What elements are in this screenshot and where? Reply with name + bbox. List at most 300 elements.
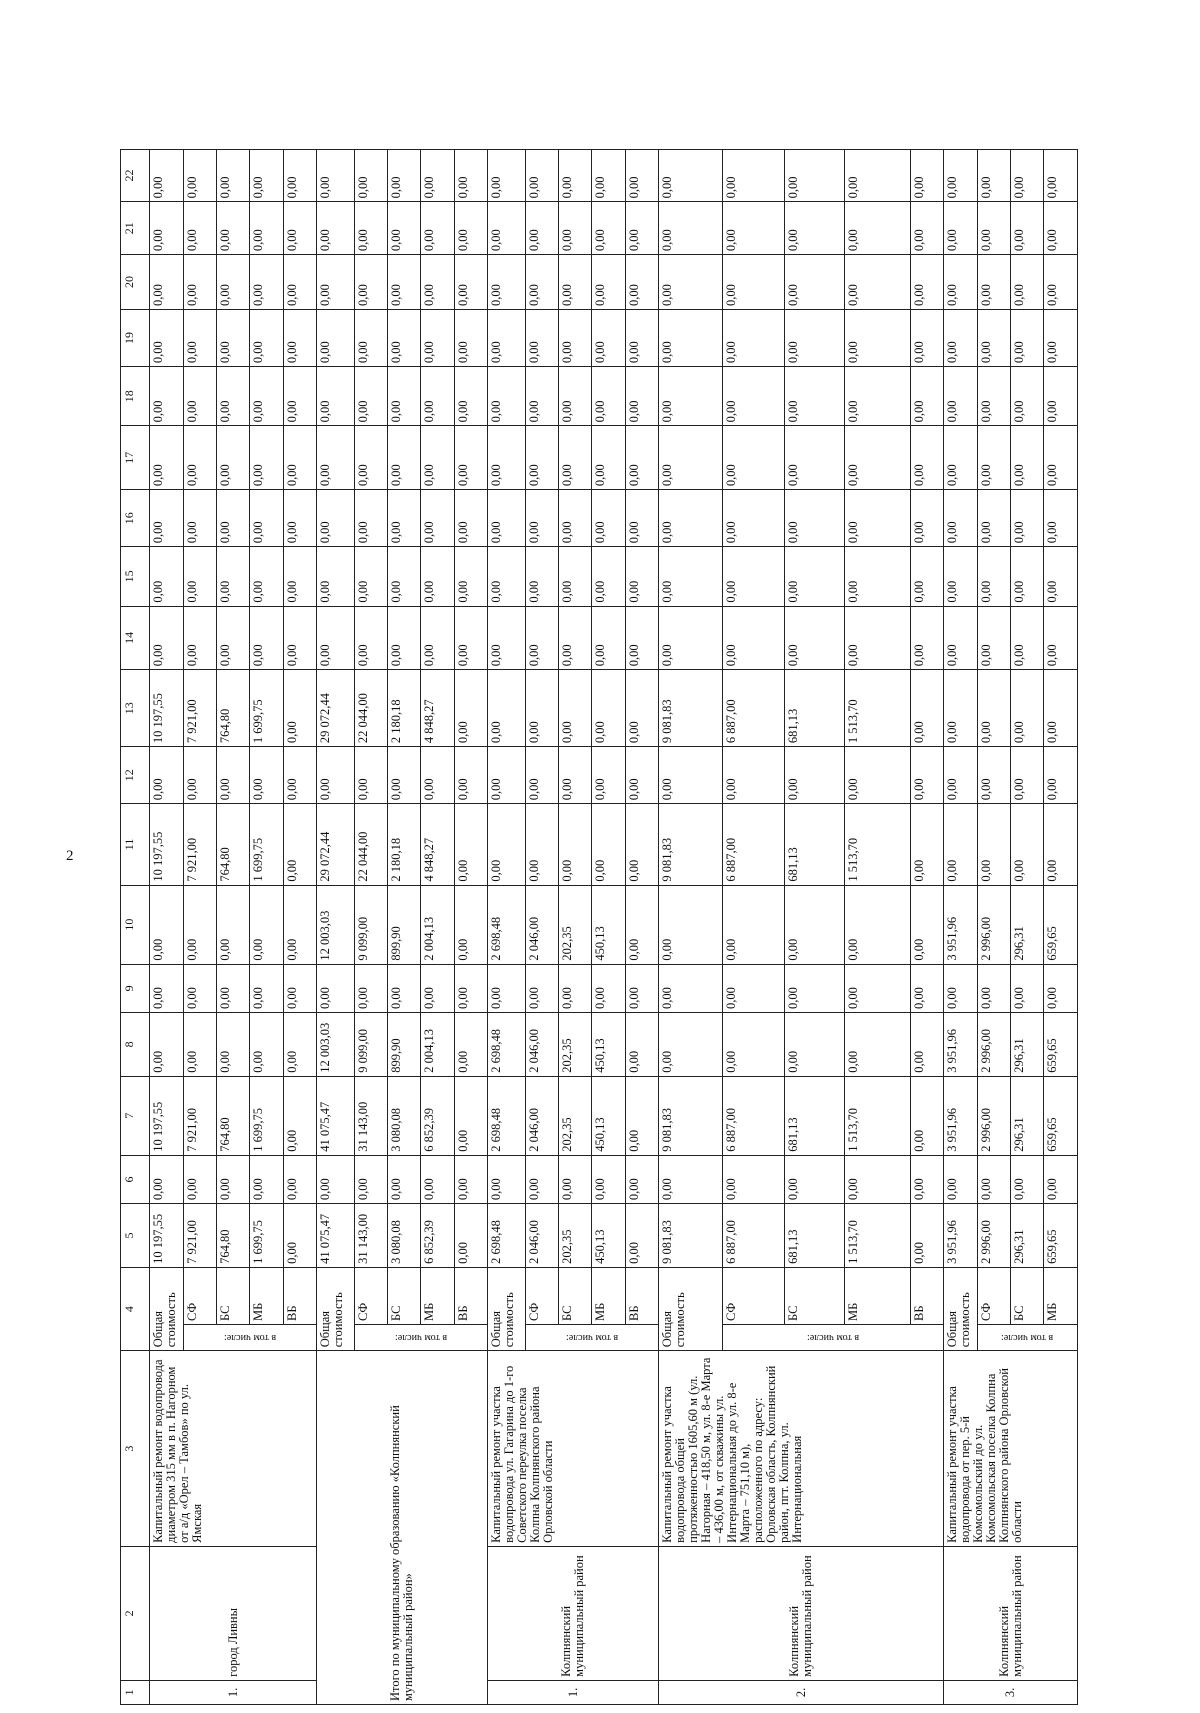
value-cell: 0,00 [317, 255, 355, 310]
value-cell: 0,00 [1044, 1155, 1078, 1203]
value-cell: 0,00 [626, 964, 659, 1012]
value-cell: 3 080,08 [388, 1076, 421, 1155]
value-cell: 0,00 [184, 309, 217, 366]
value-cell: 0,00 [978, 1155, 1011, 1203]
cost-type: БС [388, 1267, 421, 1324]
object-description: Капитальный ремонт участка водопровода ул. Гагарина до 1-го Советского переулка поселка Колпна Колпнянского района Орловской области [488, 1351, 659, 1547]
value-cell: 0,00 [659, 606, 723, 670]
value-cell: 450,13 [592, 885, 626, 964]
value-cell: 1 699,75 [250, 1076, 284, 1155]
value-cell: 0,00 [845, 747, 911, 804]
value-cell: 0,00 [723, 255, 785, 310]
value-cell: 764,80 [217, 670, 250, 747]
value-cell: 0,00 [284, 1155, 317, 1203]
value-cell: 0,00 [455, 1155, 488, 1203]
cost-type: ВБ [626, 1267, 659, 1324]
cost-type: ВБ [911, 1267, 944, 1324]
value-cell: 0,00 [488, 490, 526, 547]
value-cell: 0,00 [659, 490, 723, 547]
column-number: 3 [121, 1351, 150, 1547]
value-cell: 41 075,47 [317, 1076, 355, 1155]
cost-type: СФ [526, 1267, 559, 1324]
value-cell: 0,00 [455, 309, 488, 366]
value-cell: 0,00 [184, 1155, 217, 1203]
value-cell: 0,00 [388, 547, 421, 606]
table-row [659, 89, 723, 1705]
value-cell: 0,00 [526, 670, 559, 747]
value-cell: 0,00 [592, 202, 626, 255]
value-cell: 0,00 [559, 670, 592, 747]
value-cell: 0,00 [592, 309, 626, 366]
value-cell: 764,80 [217, 804, 250, 885]
value-cell: 0,00 [150, 885, 184, 964]
value-cell: 0,00 [355, 426, 388, 490]
value-cell: 22 044,00 [355, 804, 388, 885]
value-cell: 0,00 [1011, 547, 1044, 606]
value-cell: 0,00 [455, 1012, 488, 1076]
value-cell: 0,00 [355, 964, 388, 1012]
value-cell: 0,00 [488, 367, 526, 426]
value-cell: 0,00 [978, 149, 1011, 202]
value-cell: 0,00 [184, 490, 217, 547]
value-cell: 0,00 [150, 255, 184, 310]
value-cell: 0,00 [845, 964, 911, 1012]
value-cell: 1 513,70 [845, 1204, 911, 1268]
value-cell: 0,00 [284, 547, 317, 606]
value-cell: 0,00 [785, 426, 845, 490]
value-cell: 0,00 [845, 149, 911, 202]
value-cell: 0,00 [845, 426, 911, 490]
value-cell: 0,00 [1011, 149, 1044, 202]
value-cell: 0,00 [659, 202, 723, 255]
value-cell: 0,00 [592, 606, 626, 670]
total-label: Итого по муниципальному образованию «Колпнянский муниципальный район» [317, 1351, 488, 1705]
value-cell: 0,00 [488, 964, 526, 1012]
value-cell: 0,00 [355, 606, 388, 670]
funding-table [120, 88, 1078, 1705]
value-cell: 899,90 [388, 1012, 421, 1076]
value-cell: 0,00 [723, 747, 785, 804]
value-cell: 0,00 [845, 490, 911, 547]
value-cell: 0,00 [284, 804, 317, 885]
value-cell: 0,00 [626, 1204, 659, 1268]
value-cell: 6 852,39 [421, 1204, 455, 1268]
column-number: 19 [121, 309, 150, 366]
column-number: 14 [121, 606, 150, 670]
value-cell: 0,00 [845, 1012, 911, 1076]
incl-label: в том числе: [394, 1332, 448, 1344]
cost-type: МБ [845, 1267, 911, 1324]
value-cell: 0,00 [355, 255, 388, 310]
value-cell: 0,00 [659, 747, 723, 804]
value-cell: 0,00 [559, 367, 592, 426]
row-number: 1. [150, 1680, 317, 1704]
value-cell: 12 003,03 [317, 1012, 355, 1076]
column-number: 11 [121, 804, 150, 885]
value-cell: 0,00 [284, 670, 317, 747]
value-cell: 0,00 [284, 202, 317, 255]
value-cell: 0,00 [250, 885, 284, 964]
value-cell: 0,00 [217, 255, 250, 310]
value-cell: 659,65 [1044, 885, 1078, 964]
value-cell: 0,00 [723, 547, 785, 606]
value-cell: 0,00 [978, 606, 1011, 670]
cost-type: СФ [355, 1267, 388, 1324]
value-cell: 0,00 [592, 426, 626, 490]
value-cell: 0,00 [455, 426, 488, 490]
table-row [317, 89, 355, 1705]
value-cell: 4 848,27 [421, 804, 455, 885]
value-cell: 0,00 [944, 547, 978, 606]
value-cell: 10 197,55 [150, 1076, 184, 1155]
value-cell: 0,00 [626, 309, 659, 366]
column-number: 15 [121, 547, 150, 606]
value-cell: 0,00 [592, 964, 626, 1012]
value-cell: 202,35 [559, 1076, 592, 1155]
value-cell: 0,00 [455, 255, 488, 310]
value-cell: 0,00 [1044, 255, 1078, 310]
value-cell: 0,00 [526, 1155, 559, 1203]
value-cell: 0,00 [626, 1076, 659, 1155]
value-cell: 1 513,70 [845, 804, 911, 885]
value-cell: 0,00 [944, 202, 978, 255]
value-cell: 0,00 [559, 747, 592, 804]
value-cell: 0,00 [911, 747, 944, 804]
value-cell: 0,00 [626, 1155, 659, 1203]
value-cell: 6 852,39 [421, 1076, 455, 1155]
value-cell: 0,00 [659, 1012, 723, 1076]
value-cell: 0,00 [659, 1155, 723, 1203]
value-cell: 0,00 [911, 804, 944, 885]
value-cell: 0,00 [250, 490, 284, 547]
value-cell: 0,00 [559, 804, 592, 885]
value-cell: 0,00 [455, 1076, 488, 1155]
value-cell: 0,00 [911, 1204, 944, 1268]
value-cell: 0,00 [1044, 149, 1078, 202]
cost-type: МБ [1044, 1267, 1078, 1324]
value-cell: 296,31 [1011, 1076, 1044, 1155]
value-cell: 0,00 [526, 367, 559, 426]
value-cell: 0,00 [150, 1012, 184, 1076]
value-cell: 0,00 [184, 202, 217, 255]
value-cell: 0,00 [559, 149, 592, 202]
value-cell: 0,00 [626, 149, 659, 202]
value-cell: 0,00 [785, 309, 845, 366]
value-cell: 0,00 [978, 490, 1011, 547]
value-cell: 0,00 [911, 547, 944, 606]
column-number: 10 [121, 885, 150, 964]
value-cell: 0,00 [317, 964, 355, 1012]
value-cell: 0,00 [592, 1155, 626, 1203]
value-cell: 0,00 [659, 255, 723, 310]
value-cell: 0,00 [421, 547, 455, 606]
value-cell: 0,00 [355, 309, 388, 366]
value-cell: 7 921,00 [184, 804, 217, 885]
value-cell: 3 080,08 [388, 1204, 421, 1268]
incl-label: в том числе: [806, 1332, 860, 1344]
column-number: 22 [121, 149, 150, 202]
value-cell: 0,00 [785, 606, 845, 670]
value-cell: 0,00 [184, 1012, 217, 1076]
value-cell: 0,00 [911, 885, 944, 964]
column-number: 4 [121, 1267, 150, 1350]
value-cell: 450,13 [592, 1076, 626, 1155]
column-number: 8 [121, 1012, 150, 1076]
value-cell: 0,00 [559, 606, 592, 670]
value-cell: 0,00 [217, 149, 250, 202]
value-cell: 0,00 [421, 309, 455, 366]
cost-type: ВБ [284, 1267, 317, 1324]
value-cell: 0,00 [250, 1012, 284, 1076]
district-name: Колпнянский муниципальный район [659, 1546, 944, 1680]
value-cell: 0,00 [559, 426, 592, 490]
value-cell: 0,00 [626, 202, 659, 255]
value-cell: 0,00 [659, 964, 723, 1012]
value-cell: 1 513,70 [845, 1076, 911, 1155]
value-cell: 0,00 [421, 964, 455, 1012]
value-cell: 681,13 [785, 670, 845, 747]
value-cell: 0,00 [845, 885, 911, 964]
value-cell: 0,00 [150, 149, 184, 202]
value-cell: 764,80 [217, 1076, 250, 1155]
value-cell: 0,00 [723, 1012, 785, 1076]
value-cell: 0,00 [455, 606, 488, 670]
value-cell: 0,00 [184, 547, 217, 606]
value-cell: 0,00 [723, 309, 785, 366]
row-number: 1. [488, 1680, 659, 1704]
value-cell: 0,00 [317, 202, 355, 255]
value-cell: 0,00 [388, 490, 421, 547]
value-cell: 2 046,00 [526, 1012, 559, 1076]
value-cell: 0,00 [659, 149, 723, 202]
value-cell: 0,00 [1011, 1155, 1044, 1203]
district-name: Колпнянский муниципальный район [488, 1546, 659, 1680]
value-cell: 0,00 [785, 747, 845, 804]
value-cell: 0,00 [944, 367, 978, 426]
value-cell: 2 698,48 [488, 885, 526, 964]
cost-type: МБ [592, 1267, 626, 1324]
value-cell: 0,00 [421, 255, 455, 310]
value-cell: 0,00 [1011, 202, 1044, 255]
value-cell: 9 081,83 [659, 1076, 723, 1155]
value-cell: 0,00 [150, 964, 184, 1012]
value-cell: 0,00 [150, 747, 184, 804]
value-cell: 0,00 [250, 202, 284, 255]
value-cell: 681,13 [785, 804, 845, 885]
value-cell: 0,00 [355, 1155, 388, 1203]
value-cell: 0,00 [250, 547, 284, 606]
value-cell: 0,00 [944, 149, 978, 202]
value-cell: 0,00 [217, 367, 250, 426]
value-cell: 0,00 [723, 426, 785, 490]
value-cell: 2 996,00 [978, 1076, 1011, 1155]
value-cell: 9 099,00 [355, 1012, 388, 1076]
value-cell: 7 921,00 [184, 670, 217, 747]
value-cell: 0,00 [1044, 670, 1078, 747]
value-cell: 0,00 [978, 202, 1011, 255]
value-cell: 0,00 [421, 747, 455, 804]
value-cell: 0,00 [526, 606, 559, 670]
value-cell: 0,00 [217, 1155, 250, 1203]
value-cell: 2 698,48 [488, 1012, 526, 1076]
value-cell: 0,00 [455, 747, 488, 804]
value-cell: 0,00 [911, 1076, 944, 1155]
value-cell: 0,00 [785, 202, 845, 255]
value-cell: 0,00 [944, 804, 978, 885]
value-cell: 0,00 [944, 1155, 978, 1203]
column-number: 21 [121, 202, 150, 255]
column-number: 9 [121, 964, 150, 1012]
value-cell: 0,00 [355, 490, 388, 547]
rotated-table-container [120, 88, 1064, 1705]
value-cell: 2 180,18 [388, 670, 421, 747]
value-cell: 0,00 [388, 1155, 421, 1203]
value-cell: 0,00 [284, 747, 317, 804]
value-cell: 450,13 [592, 1204, 626, 1268]
value-cell: 0,00 [723, 606, 785, 670]
value-cell: 0,00 [911, 426, 944, 490]
value-cell: 0,00 [184, 964, 217, 1012]
value-cell: 1 699,75 [250, 1204, 284, 1268]
column-number-row [121, 89, 150, 1705]
value-cell: 1 699,75 [250, 804, 284, 885]
district-name: Колпнянский муниципальный район [944, 1546, 1078, 1680]
value-cell: 0,00 [488, 202, 526, 255]
value-cell: 0,00 [592, 670, 626, 747]
value-cell: 0,00 [911, 670, 944, 747]
page-number: 2 [66, 848, 74, 864]
value-cell: 0,00 [845, 202, 911, 255]
value-cell: 0,00 [388, 426, 421, 490]
value-cell: 0,00 [659, 309, 723, 366]
district-name: город Ливны [150, 1546, 317, 1680]
value-cell: 0,00 [455, 1204, 488, 1268]
value-cell: 0,00 [421, 490, 455, 547]
value-cell: 0,00 [626, 747, 659, 804]
value-cell: 2 698,48 [488, 1204, 526, 1268]
value-cell: 0,00 [911, 309, 944, 366]
value-cell: 0,00 [488, 804, 526, 885]
table-row [488, 89, 526, 1705]
value-cell: 31 143,00 [355, 1204, 388, 1268]
value-cell: 0,00 [978, 309, 1011, 366]
value-cell: 0,00 [317, 547, 355, 606]
value-cell: 0,00 [1044, 804, 1078, 885]
cost-type: БС [785, 1267, 845, 1324]
value-cell: 0,00 [488, 309, 526, 366]
value-cell: 0,00 [284, 255, 317, 310]
value-cell: 0,00 [1044, 426, 1078, 490]
value-cell: 0,00 [1044, 367, 1078, 426]
column-number: 6 [121, 1155, 150, 1203]
value-cell: 2 996,00 [978, 1012, 1011, 1076]
value-cell: 0,00 [284, 1012, 317, 1076]
row-number: 3. [944, 1680, 1078, 1704]
value-cell: 6 887,00 [723, 804, 785, 885]
value-cell: 0,00 [1011, 255, 1044, 310]
value-cell: 0,00 [150, 490, 184, 547]
value-cell: 0,00 [455, 149, 488, 202]
value-cell: 0,00 [455, 804, 488, 885]
value-cell: 0,00 [978, 670, 1011, 747]
value-cell: 0,00 [388, 149, 421, 202]
value-cell: 0,00 [284, 1076, 317, 1155]
value-cell: 0,00 [1011, 606, 1044, 670]
value-cell: 0,00 [421, 202, 455, 255]
value-cell: 0,00 [184, 149, 217, 202]
value-cell: 0,00 [1044, 964, 1078, 1012]
value-cell: 3 951,96 [944, 1012, 978, 1076]
value-cell: 0,00 [284, 309, 317, 366]
value-cell: 12 003,03 [317, 885, 355, 964]
incl-label: в том числе: [223, 1332, 277, 1344]
value-cell: 0,00 [526, 547, 559, 606]
value-cell: 0,00 [911, 367, 944, 426]
value-cell: 0,00 [626, 804, 659, 885]
cost-type: СФ [184, 1267, 217, 1324]
value-cell: 0,00 [284, 885, 317, 964]
value-cell: 29 072,44 [317, 804, 355, 885]
value-cell: 0,00 [723, 885, 785, 964]
value-cell: 0,00 [723, 964, 785, 1012]
value-cell: 0,00 [1044, 606, 1078, 670]
value-cell: 0,00 [626, 885, 659, 964]
value-cell: 0,00 [455, 885, 488, 964]
value-cell: 0,00 [911, 1155, 944, 1203]
value-cell: 0,00 [1011, 670, 1044, 747]
value-cell: 2 996,00 [978, 885, 1011, 964]
value-cell: 2 996,00 [978, 1204, 1011, 1268]
value-cell: 681,13 [785, 1204, 845, 1268]
value-cell: 0,00 [559, 547, 592, 606]
value-cell: 4 848,27 [421, 670, 455, 747]
value-cell: 0,00 [526, 747, 559, 804]
value-cell: 0,00 [845, 547, 911, 606]
value-cell: 0,00 [217, 309, 250, 366]
value-cell: 0,00 [284, 606, 317, 670]
table-body [121, 89, 1078, 1705]
value-cell: 0,00 [911, 606, 944, 670]
value-cell: 0,00 [217, 964, 250, 1012]
value-cell: 0,00 [785, 964, 845, 1012]
value-cell: 0,00 [592, 255, 626, 310]
value-cell: 10 197,55 [150, 804, 184, 885]
value-cell: 0,00 [626, 547, 659, 606]
value-cell: 0,00 [845, 1155, 911, 1203]
value-cell: 6 887,00 [723, 1204, 785, 1268]
value-cell: 0,00 [659, 367, 723, 426]
value-cell: 9 081,83 [659, 804, 723, 885]
value-cell: 0,00 [355, 149, 388, 202]
value-cell: 0,00 [978, 747, 1011, 804]
value-cell: 0,00 [845, 255, 911, 310]
cost-type: ВБ [455, 1267, 488, 1324]
value-cell: 0,00 [944, 309, 978, 366]
value-cell: 2 046,00 [526, 1076, 559, 1155]
value-cell: 0,00 [184, 747, 217, 804]
value-cell: 2 004,13 [421, 1012, 455, 1076]
value-cell: 10 197,55 [150, 670, 184, 747]
value-cell: 0,00 [659, 885, 723, 964]
value-cell: 659,65 [1044, 1012, 1078, 1076]
value-cell: 0,00 [488, 547, 526, 606]
value-cell: 0,00 [388, 255, 421, 310]
value-cell: 0,00 [184, 606, 217, 670]
value-cell: 0,00 [284, 426, 317, 490]
value-cell: 0,00 [592, 367, 626, 426]
value-cell: 22 044,00 [355, 670, 388, 747]
value-cell: 0,00 [526, 149, 559, 202]
